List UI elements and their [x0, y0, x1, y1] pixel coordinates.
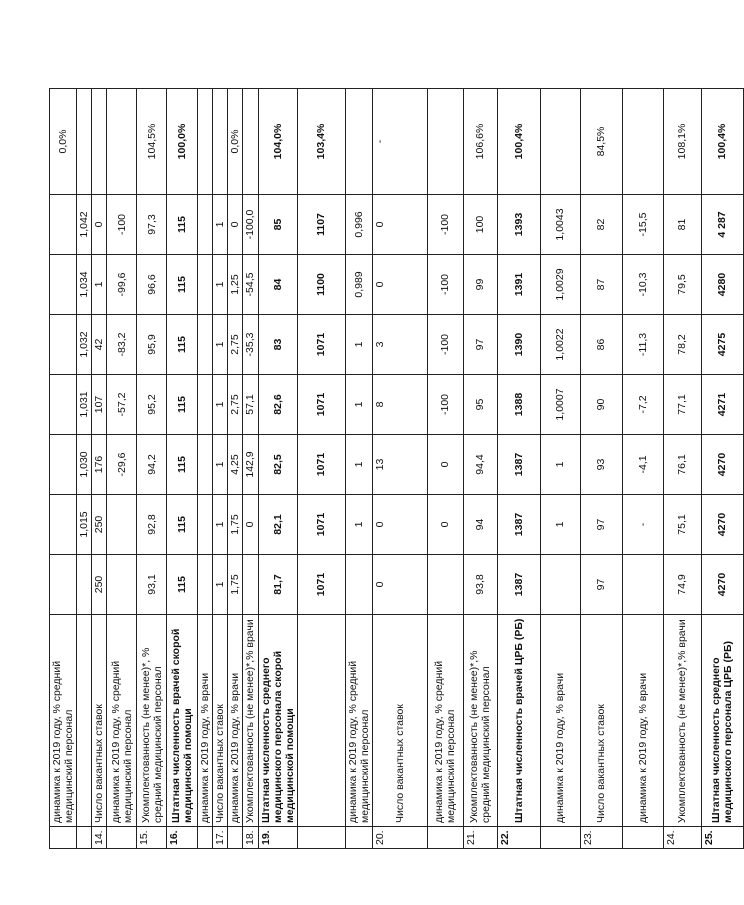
row-number: 25.: [701, 827, 743, 849]
table-cell: 4270: [701, 435, 743, 495]
row-number: 17.: [213, 827, 228, 849]
table-cell: 250: [92, 555, 107, 615]
table-cell: 1100: [297, 255, 345, 315]
row-number: [77, 827, 92, 849]
table-cell: 4280: [701, 255, 743, 315]
row-number: 24.: [663, 827, 701, 849]
staffing-table: [49, 88, 744, 849]
table-cell: 13: [372, 435, 427, 495]
table-cell: 107: [92, 375, 107, 435]
row-number: 20.: [372, 827, 427, 849]
table-cell: 93,1: [137, 555, 167, 615]
table-cell: 1: [345, 375, 372, 435]
row-label: Число вакантных ставок: [92, 615, 107, 827]
table-cell: 1: [540, 435, 580, 495]
table-cell: 1: [213, 375, 228, 435]
table-cell: 115: [167, 435, 198, 495]
table-cell: 1387: [497, 435, 540, 495]
row-number: 22.: [497, 827, 540, 849]
row-number: 21.: [463, 827, 497, 849]
table-cell: 1,031: [77, 375, 92, 435]
table-cell: -100,0: [243, 195, 258, 255]
table-cell: [107, 555, 137, 615]
table-cell: 84: [258, 255, 297, 315]
table-row: [372, 89, 427, 849]
table-cell: [77, 555, 92, 615]
table-cell: -54,5: [243, 255, 258, 315]
table-cell: [198, 495, 213, 555]
table-cell: 97: [580, 555, 622, 615]
table-cell: 82: [580, 195, 622, 255]
table-cell: 0: [228, 195, 243, 255]
table-row: [258, 89, 297, 849]
table-cell: 100,0%: [167, 89, 198, 195]
table-cell: 93: [580, 435, 622, 495]
table-row: [243, 89, 258, 849]
table-cell: 115: [167, 495, 198, 555]
table-cell: 0: [372, 195, 427, 255]
table-cell: 100,4%: [497, 89, 540, 195]
table-cell: 2,75: [228, 375, 243, 435]
table-cell: 4270: [701, 495, 743, 555]
table-cell: [198, 89, 213, 195]
table-row: [345, 89, 372, 849]
table-cell: 1: [213, 315, 228, 375]
table-cell: 0: [427, 435, 463, 495]
table-cell: 176: [92, 435, 107, 495]
table-cell: 1388: [497, 375, 540, 435]
table-cell: 94: [463, 495, 497, 555]
table-cell: 0: [372, 495, 427, 555]
table-cell: 74,9: [663, 555, 701, 615]
table-cell: 97,3: [137, 195, 167, 255]
row-label: Число вакантных ставок: [213, 615, 228, 827]
table-cell: -29,6: [107, 435, 137, 495]
table-cell: 97: [463, 315, 497, 375]
table-cell: 1: [213, 555, 228, 615]
table-cell: 1,75: [228, 555, 243, 615]
table-cell: 0: [372, 555, 427, 615]
table-cell: 4 287: [701, 195, 743, 255]
row-label: динамика к 2019 году, % средний медицинский персонал: [345, 615, 372, 827]
table-cell: -: [372, 89, 427, 195]
table-cell: [540, 89, 580, 195]
table-cell: [622, 89, 663, 195]
table-cell: 1,032: [77, 315, 92, 375]
table-body: [50, 89, 744, 849]
row-label: Штатная численность среднего медицинского персонала скорой медицинской помощи: [258, 615, 297, 827]
table-cell: 115: [167, 375, 198, 435]
table-cell: 1391: [497, 255, 540, 315]
table-cell: [198, 555, 213, 615]
table-row: [137, 89, 167, 849]
table-cell: -10,3: [622, 255, 663, 315]
table-cell: [198, 435, 213, 495]
table-row: [622, 89, 663, 849]
row-label: динамика к 2019 году, % врачи: [198, 615, 213, 827]
row-number: [345, 827, 372, 849]
row-label: динамика к 2019 году, % средний медицинский персонал: [427, 615, 463, 827]
table-row: [540, 89, 580, 849]
table-cell: 1: [213, 435, 228, 495]
table-cell: -35,3: [243, 315, 258, 375]
table-cell: 1: [213, 195, 228, 255]
row-number: [107, 827, 137, 849]
table-cell: 97: [580, 495, 622, 555]
table-cell: [243, 555, 258, 615]
table-cell: [107, 89, 137, 195]
table-cell: [50, 495, 77, 555]
table-cell: 106,6%: [463, 89, 497, 195]
table-cell: [198, 375, 213, 435]
table-row: [167, 89, 198, 849]
table-cell: 1: [213, 495, 228, 555]
table-cell: 94,4: [463, 435, 497, 495]
table-cell: 83: [258, 315, 297, 375]
table-cell: 1071: [297, 375, 345, 435]
table-row: [198, 89, 213, 849]
table-cell: [107, 495, 137, 555]
table-cell: 1,030: [77, 435, 92, 495]
table-row: [92, 89, 107, 849]
table-cell: -100: [427, 315, 463, 375]
table-cell: [50, 555, 77, 615]
table-cell: 57,1: [243, 375, 258, 435]
row-label: Укомплектованность (не менее)*,% врачи: [663, 615, 701, 827]
row-label: динамика к 2019 году, % врачи: [622, 615, 663, 827]
table-cell: [198, 315, 213, 375]
table-cell: [427, 89, 463, 195]
table-row: [663, 89, 701, 849]
table-cell: 0: [243, 495, 258, 555]
table-cell: [92, 89, 107, 195]
table-cell: 79,5: [663, 255, 701, 315]
table-cell: 0: [92, 195, 107, 255]
table-cell: 115: [167, 555, 198, 615]
table-cell: 94,2: [137, 435, 167, 495]
row-number: 16.: [167, 827, 198, 849]
row-number: 14.: [92, 827, 107, 849]
table-cell: 100,4%: [701, 89, 743, 195]
table-cell: [50, 315, 77, 375]
table-cell: 104,5%: [137, 89, 167, 195]
table-cell: 1387: [497, 495, 540, 555]
table-cell: [198, 195, 213, 255]
table-cell: 96,6: [137, 255, 167, 315]
table-row: [77, 89, 92, 849]
table-row: [701, 89, 743, 849]
table-cell: 0,996: [345, 195, 372, 255]
table-cell: 1: [92, 255, 107, 315]
table-cell: -4,1: [622, 435, 663, 495]
table-cell: 1393: [497, 195, 540, 255]
row-number: 15.: [137, 827, 167, 849]
row-label: динамика к 2019 году, % средний медицинский персонал: [107, 615, 137, 827]
table-row: [580, 89, 622, 849]
table-cell: [345, 555, 372, 615]
table-cell: 84,5%: [580, 89, 622, 195]
row-number: [427, 827, 463, 849]
table-row: [107, 89, 137, 849]
table-cell: -100: [107, 195, 137, 255]
table-cell: 1071: [297, 555, 345, 615]
table-cell: [77, 89, 92, 195]
table-row: [463, 89, 497, 849]
table-cell: 115: [167, 255, 198, 315]
table-cell: 90: [580, 375, 622, 435]
table-cell: 1,25: [228, 255, 243, 315]
row-number: [228, 827, 243, 849]
table-cell: [622, 555, 663, 615]
table-cell: -83,2: [107, 315, 137, 375]
table-cell: 1,0007: [540, 375, 580, 435]
table-cell: 115: [167, 195, 198, 255]
table-cell: 1: [345, 315, 372, 375]
table-cell: 1,0022: [540, 315, 580, 375]
table-cell: 82,1: [258, 495, 297, 555]
table-cell: 85: [258, 195, 297, 255]
table-cell: 108,1%: [663, 89, 701, 195]
table-cell: 95,9: [137, 315, 167, 375]
table-cell: -99,6: [107, 255, 137, 315]
row-label: Укомплектованность (не менее)*,% средний медицинский персонал: [463, 615, 497, 827]
table-cell: -7,2: [622, 375, 663, 435]
table-cell: [50, 435, 77, 495]
table-cell: [50, 255, 77, 315]
table-row: [497, 89, 540, 849]
table-cell: 1,015: [77, 495, 92, 555]
table-cell: 1,75: [228, 495, 243, 555]
row-label: Штатная численность врачей ЦРБ (РБ): [497, 615, 540, 827]
table-row: [213, 89, 228, 849]
table-cell: 1: [345, 435, 372, 495]
table-cell: -100: [427, 195, 463, 255]
table-cell: -100: [427, 375, 463, 435]
table-cell: 0: [427, 495, 463, 555]
table-cell: 75,1: [663, 495, 701, 555]
row-number: 19.: [258, 827, 297, 849]
table-cell: 0,989: [345, 255, 372, 315]
row-label: [297, 615, 345, 827]
table-cell: 81: [663, 195, 701, 255]
table-cell: 95: [463, 375, 497, 435]
table-cell: 4275: [701, 315, 743, 375]
table-cell: 1071: [297, 435, 345, 495]
row-number: [50, 827, 77, 849]
table-cell: 78,2: [663, 315, 701, 375]
table-row: [228, 89, 243, 849]
table-cell: 2,75: [228, 315, 243, 375]
row-label: Число вакантных ставок: [580, 615, 622, 827]
table-cell: -15,5: [622, 195, 663, 255]
table-row: [50, 89, 77, 849]
table-cell: [213, 89, 228, 195]
row-label: динамика к 2019 году, % врачи: [540, 615, 580, 827]
table-cell: 3: [372, 315, 427, 375]
row-number: [622, 827, 663, 849]
table-cell: 1,042: [77, 195, 92, 255]
table-cell: -57,2: [107, 375, 137, 435]
table-cell: 82,5: [258, 435, 297, 495]
row-number: [297, 827, 345, 849]
table-cell: 0: [372, 255, 427, 315]
table-cell: 1,0029: [540, 255, 580, 315]
rotated-table-wrapper: [49, 88, 744, 849]
table-cell: 87: [580, 255, 622, 315]
table-cell: 0,0%: [228, 89, 243, 195]
table-cell: [345, 89, 372, 195]
table-row: [297, 89, 345, 849]
table-cell: 1: [540, 495, 580, 555]
table-cell: 86: [580, 315, 622, 375]
row-label: Число вакантных ставок: [372, 615, 427, 827]
table-cell: 4270: [701, 555, 743, 615]
row-number: [540, 827, 580, 849]
row-label: [77, 615, 92, 827]
table-cell: 1: [345, 495, 372, 555]
table-cell: 0,0%: [50, 89, 77, 195]
row-number: 23.: [580, 827, 622, 849]
table-cell: 100: [463, 195, 497, 255]
table-cell: 76,1: [663, 435, 701, 495]
table-cell: 1390: [497, 315, 540, 375]
table-cell: [50, 195, 77, 255]
row-label: Штатная численность среднего медицинского персонала ЦРБ (РБ): [701, 615, 743, 827]
table-cell: 250: [92, 495, 107, 555]
table-cell: 1387: [497, 555, 540, 615]
table-cell: [243, 89, 258, 195]
row-label: Штатная численность врачей скорой медицинской помощи: [167, 615, 198, 827]
row-label: Укомплектованность (не менее)*,% врачи: [243, 615, 258, 827]
table-cell: 1071: [297, 495, 345, 555]
table-cell: 1: [213, 255, 228, 315]
table-cell: -11,3: [622, 315, 663, 375]
table-cell: 77,1: [663, 375, 701, 435]
table-cell: 99: [463, 255, 497, 315]
table-cell: -100: [427, 255, 463, 315]
table-cell: 93,8: [463, 555, 497, 615]
table-cell: 4271: [701, 375, 743, 435]
row-number: 18.: [243, 827, 258, 849]
table-cell: 8: [372, 375, 427, 435]
table-cell: 1071: [297, 315, 345, 375]
table-cell: [50, 375, 77, 435]
table-cell: 42: [92, 315, 107, 375]
table-cell: [540, 555, 580, 615]
row-label: динамика к 2019 году, % врачи: [228, 615, 243, 827]
table-cell: 142,9: [243, 435, 258, 495]
table-cell: -: [622, 495, 663, 555]
table-cell: 95,2: [137, 375, 167, 435]
table-cell: 1,0043: [540, 195, 580, 255]
table-cell: 103,4%: [297, 89, 345, 195]
table-cell: 115: [167, 315, 198, 375]
table-cell: 1107: [297, 195, 345, 255]
table-row: [427, 89, 463, 849]
table-cell: 82,6: [258, 375, 297, 435]
table-cell: 4,25: [228, 435, 243, 495]
table-cell: [427, 555, 463, 615]
table-cell: 92,8: [137, 495, 167, 555]
row-number: [198, 827, 213, 849]
table-cell: 104,0%: [258, 89, 297, 195]
table-cell: 81,7: [258, 555, 297, 615]
row-label: динамика к 2019 году, % средний медицинский персонал: [50, 615, 77, 827]
row-label: Укомплектованность (не менее)*, % средний медицинский персонал: [137, 615, 167, 827]
table-cell: [198, 255, 213, 315]
table-cell: 1,034: [77, 255, 92, 315]
